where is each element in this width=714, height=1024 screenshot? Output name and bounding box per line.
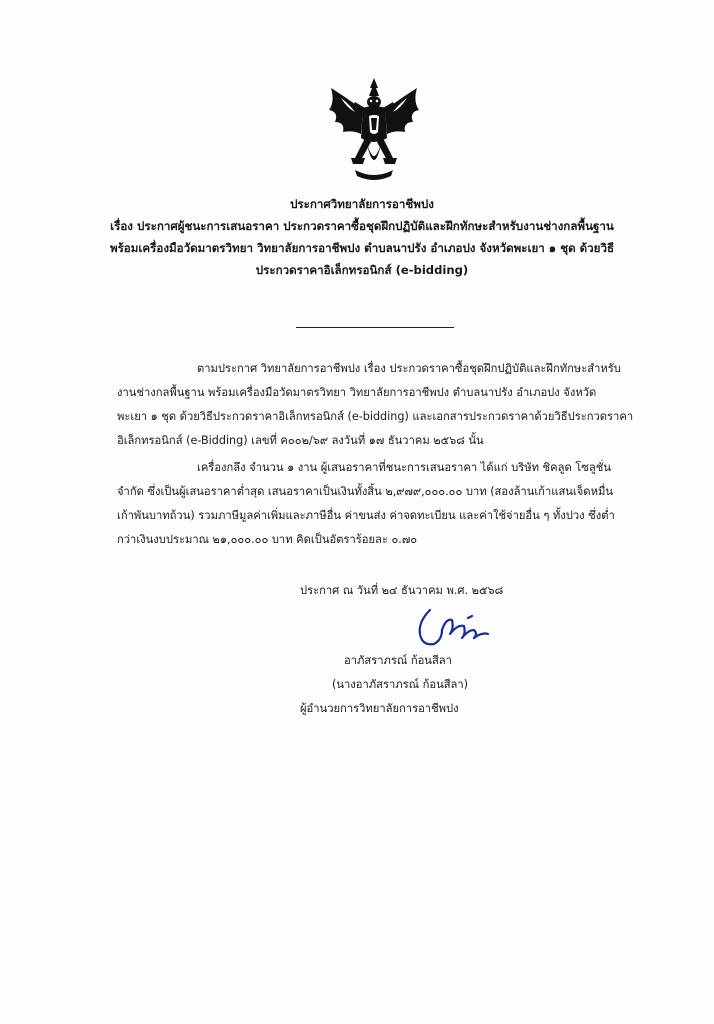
signature-icon [408,604,508,654]
garuda-emblem-icon [325,76,423,184]
paragraph-winner [117,456,617,552]
subject-line-3: ประกวดราคาอิเล็กทรอนิกส์ (e-bidding) [255,263,469,277]
p2-line-1: เครื่องกลึง จำนวน ๑ งาน ผู้เสนอราคาที่ชนะการเสนอราคา ได้แก่ บริษัท ชิคลูด โซลูชั่น [197,461,611,474]
p2-line-3: เก้าพันบาทถ้วน) รวมภาษีมูลค่าเพิ่มและภาษีอื่น ค่าขนส่ง ค่าจดทะเบียน และค่าใช้จ่ายอื่น ๆ ทั้งปวง ซึ่งต่ำ [117,509,615,522]
signatory-name: อาภัสราภรณ์ ก้อนสีลา [344,654,452,667]
subject-line-2: พร้อมเครื่องมือวัดมาตรวิทยา วิทยาลัยการอาชีพปง ตำบลนาปรัง อำเภอปง จังหวัดพะเยา ๑ ชุด ด้วยวิธี [109,241,615,255]
document-header [90,193,634,281]
p1-line-3: พะเยา ๑ ชุด ด้วยวิธีประกวดราคาอิเล็กทรอนิกส์ (e-bidding) และเอกสารประกวดราคาด้วยวิธีประกวดราคา [117,410,634,423]
p1-line-1: ตามประกาศ วิทยาลัยการอาชีพปง เรื่อง ประกวดราคาซื้อชุดฝึกปฏิบัติและฝึกทักษะสำหรับ [197,362,621,375]
p2-line-2: จำกัด ซึ่งเป็นผู้เสนอราคาต่ำสุด เสนอราคาเป็นเงินทั้งสิ้น ๒,๙๗๙,๐๐๐.๐๐ บาท (สองล้านเก้าแสนเจ็ดหมื่น [117,485,613,498]
paragraph-reference [117,357,634,453]
signatory-position: ผู้อำนวยการวิทยาลัยการอาชีพปง [300,702,459,715]
announcement-date: ประกาศ ณ วันที่ ๒๔ ธันวาคม พ.ศ. ๒๕๖๘ [300,584,504,597]
subject-line-1: เรื่อง ประกาศผู้ชนะการเสนอราคา ประกวดราคาซื้อชุดฝึกปฏิบัติและฝึกทักษะสำหรับงานช่างกลพื้นฐาน [110,219,614,233]
p1-line-4: อิเล็กทรอนิกส์ (e-Bidding) เลขที่ ค๐๐๒/๖๙ ลงวันที่ ๑๗ ธันวาคม ๒๕๖๘ นั้น [117,434,484,447]
p1-line-2: งานช่างกลพื้นฐาน พร้อมเครื่องมือวัดมาตรวิทยา วิทยาลัยการอาชีพปง ตำบลนาปรัง อำเภอปง จังหวัด [117,386,597,399]
signature-block [300,649,540,721]
document-title: ประกาศวิทยาลัยการอาชีพปง [290,197,434,211]
signatory-full-name: (นางอาภัสราภรณ์ ก้อนสีลา) [332,678,469,691]
p2-line-4: กว่าเงินงบประมาณ ๒๑,๐๐๐.๐๐ บาท คิดเป็นอัตราร้อยละ ๐.๗๐ [117,533,418,546]
divider-line [296,327,454,328]
